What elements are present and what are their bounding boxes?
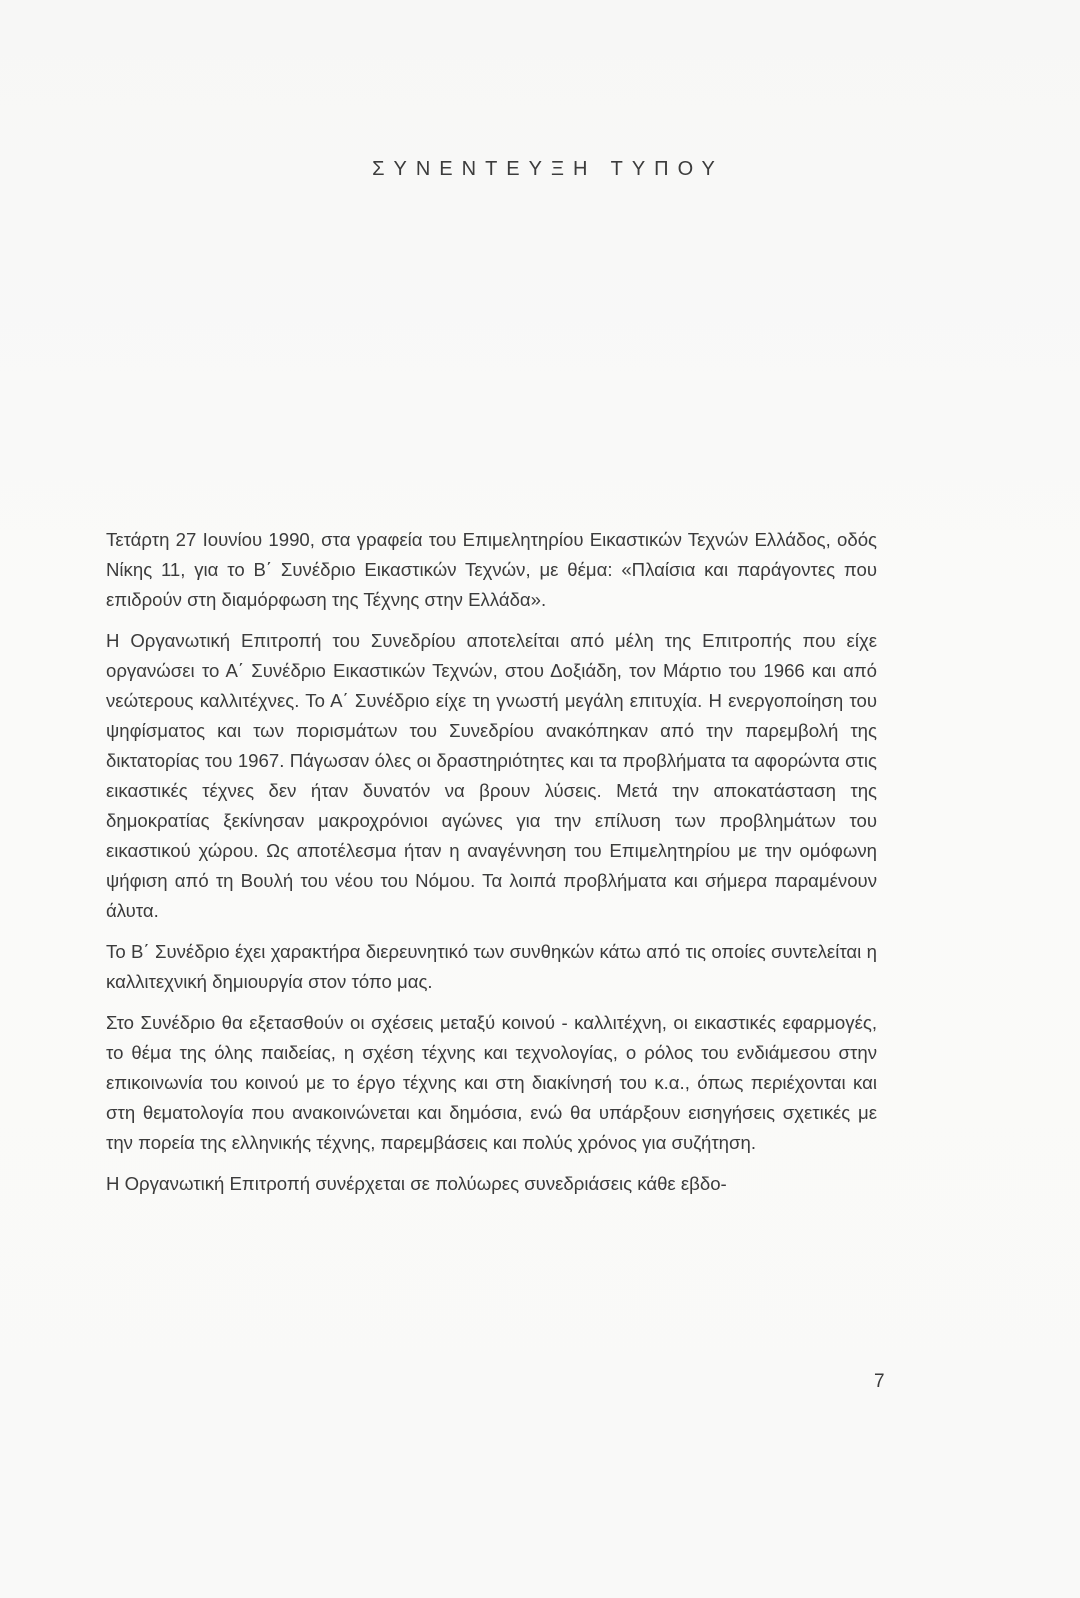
paragraph-topics: Στο Συνέδριο θα εξετασθούν οι σχέσεις μεταξύ κοινού - καλλιτέχνη, οι εικαστικές εφαρμογές, το θέμα της όλης παιδείας, η σχέση τέχνης και τεχνολογίας, ο ρόλος του ενδιάμεσου στην επικοινωνία του κοινού με το έργο τέχνης και στη διακίνησή του κ.α., όπως περιέχονται και στη θεματολογία που ανακοινώνεται και δημόσια, ενώ θα υπάρξουν εισηγήσεις σχετικές με την πορεία της ελληνικής τέχνης, παρεμβάσεις και πολύς χρόνος για συζήτηση. — [106, 1012, 877, 1153]
paragraph-organizing-committee: Η Οργανωτική Επιτροπή του Συνεδρίου αποτελείται από μέλη της Επιτροπής που είχε οργανώσει το Α΄ Συνέδριο Εικαστικών Τεχνών, στου Δοξιάδη, τον Μάρτιο του 1966 και από νεώτερους καλλιτέχνες. Το Α΄ Συνέδριο είχε τη γνωστή μεγάλη επιτυχία. Η ενεργοποίηση του ψηφίσματος και των πορισμάτων του Συνεδρίου ανακόπηκαν από την παρεμβολή της δικτατορίας του 1967. Πάγωσαν όλες οι δραστηριότητες και τα προβλήματα τα αφορώντα στις εικαστικές τέχνες δεν ήταν δυνατόν να βρουν λύσεις. Μετά την αποκατάσταση της δημοκρατίας ξεκίνησαν μακροχρόνιοι αγώνες για την επίλυση των προβλημάτων του εικαστικού χώρου. Ως αποτέλεσμα ήταν η αναγέννηση του Επιμελητηρίου με την ομόφωνη ψήφιση από τη Βουλή του νέου του Νόμου. Τα λοιπά προβλήματα και σήμερα παραμένουν άλυτα. — [106, 630, 877, 921]
paragraph-intro: Τετάρτη 27 Ιουνίου 1990, στα γραφεία του Επιμελητηρίου Εικαστικών Τεχνών Ελλάδος, οδός Νίκης 11, για το Β΄ Συνέδριο Εικαστικών Τεχνών, με θέμα: «Πλαίσια και παράγοντες που επιδρούν στη διαμόρφωση της Τέχνης στην Ελλάδα». — [106, 529, 877, 610]
body-text — [106, 525, 877, 1210]
page-number: 7 — [874, 1371, 885, 1392]
paragraph-second-congress: Το Β΄ Συνέδριο έχει χαρακτήρα διερευνητικό των συνθηκών κάτω από τις οποίες συντελείται η καλλιτεχνική δημιουργία στον τόπο μας. — [106, 941, 877, 992]
paragraph-meetings: Η Οργανωτική Επιτροπή συνέρχεται σε πολύωρες συνεδριάσεις κάθε εβδο- — [106, 1173, 727, 1194]
page-title: ΣΥΝΕΝΤΕΥΞΗ ΤΥΠΟΥ — [372, 158, 724, 180]
